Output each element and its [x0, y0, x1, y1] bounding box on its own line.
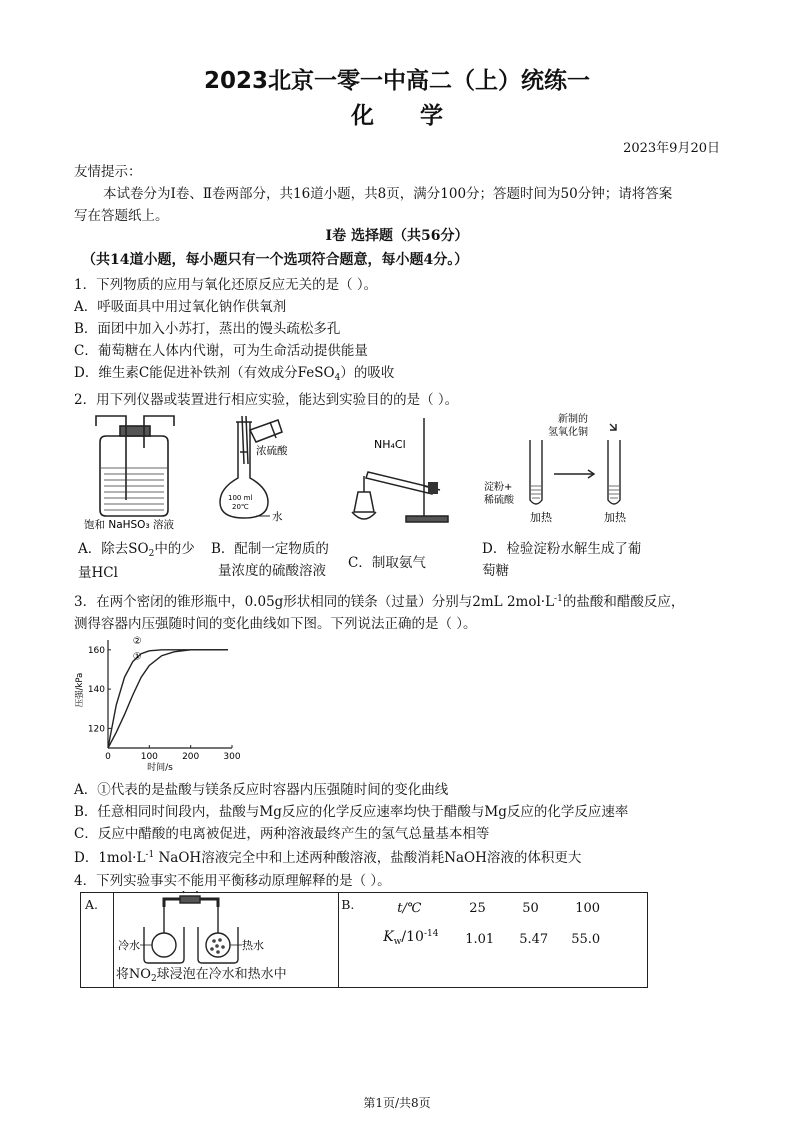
- q4-stem-pre: 4．下列实验事实: [74, 873, 178, 889]
- q2-figure-d-top-label-2: 氢氧化铜: [548, 427, 588, 438]
- q4-cell-a-content: [113, 893, 338, 988]
- q3-stem-sup: -1: [554, 594, 563, 604]
- q4-options-table: [80, 892, 648, 988]
- q3-chart-series-label-1: ①: [132, 651, 142, 663]
- q4-cell-b-label: B.: [341, 897, 355, 912]
- q2-figure-d-heat-1: 加热: [530, 511, 552, 524]
- q1-option-a: A．呼吸面具中用过氧化钠作供氧剂: [74, 299, 287, 315]
- q3-option-d-sup: -1: [145, 850, 155, 860]
- q3-chart-series-label-2: ②: [132, 636, 142, 647]
- q2-option-d-line2: 萄糖: [482, 563, 509, 579]
- q4-row1-val-1: 25: [469, 901, 486, 916]
- q2-figure-a-label: 饱和 NaHSO₃ 溶液: [84, 519, 174, 530]
- q3-option-a: A．①代表的是盐酸与镁条反应时容器内压强随时间的变化曲线: [74, 782, 449, 798]
- q2-option-a-sub: 2: [148, 549, 155, 559]
- q1-option-d-post: ）的吸收: [340, 365, 395, 381]
- q4-cold-water-label: 冷水: [117, 939, 140, 952]
- q3-chart-ylabel: 压强/kPa: [75, 672, 85, 708]
- q4-stem-emphasis: 不能: [177, 873, 205, 889]
- q3-chart-xtick-label-2: 200: [182, 752, 200, 762]
- q4-cell-a-label-col: [81, 893, 114, 988]
- q3-chart-xtick-label-3: 300: [223, 752, 241, 762]
- page-footer: 第1页/共8页: [363, 1096, 431, 1110]
- q4-cell-a-caption: [116, 963, 287, 984]
- q2-stem: 2．用下列仪器或装置进行相应实验，能达到实验目的的是（ ）。: [74, 392, 459, 408]
- q3-chart-series-line-2: [108, 650, 228, 748]
- q2-option-c: C．制取氨气: [348, 555, 426, 571]
- q2-figure-b-flask-cap-2: 20℃: [232, 503, 249, 511]
- q3-stem-part-d: 2mL 2mol·L: [472, 594, 555, 610]
- q3-option-d-formula: 1mol·L: [98, 850, 146, 866]
- q2-figure-b-flask-cap-1: 100 ml: [228, 494, 253, 502]
- q4-cell-b: [339, 893, 648, 988]
- q3-pressure-time-chart: [74, 632, 244, 772]
- q4-row2-head-pre: K: [383, 929, 394, 945]
- q2-option-d-line1: D．检验淀粉水解生成了葡: [482, 541, 642, 557]
- q4-row2-head-sub: w: [393, 937, 402, 947]
- q3-chart-ytick-label-0: 120: [87, 724, 105, 735]
- q3-option-b: B．任意相同时间段内，盐酸与Mg反应的化学反应速率均快于醋酸与Mg反应的化学反应速率: [74, 804, 629, 820]
- q2-figure-d-left-label-2: 稀硫酸: [484, 495, 514, 506]
- q1-option-d-formula: FeSO: [297, 365, 335, 381]
- q4-row2-head-sup: -14: [423, 929, 439, 939]
- q3-stem-line2: 测得容器内压强随时间的变化曲线如下图。下列说法正确的是（ ）。: [74, 616, 477, 632]
- q1-option-d-pre: D．维生素C能促进补铁剂（有效成分: [74, 365, 298, 381]
- q2-figure-b-water-label: 水: [272, 511, 283, 523]
- q4-cell-a-label: A.: [85, 897, 99, 912]
- q2-option-a-post: 中的少: [154, 541, 195, 557]
- q3-chart-series-line-1: [108, 650, 228, 748]
- q3-stem-line1: [74, 590, 684, 610]
- q2-figure-d-top-label-1: 新制的: [558, 414, 588, 425]
- q4-hot-water-label: 热水: [241, 939, 264, 952]
- q3-chart-ytick-label-1: 140: [87, 685, 105, 696]
- q4-row2-val-2: 5.47: [519, 932, 549, 947]
- q2-figure-a-gas-washing-bottle: [78, 412, 203, 530]
- q2-option-b-line1: B．配制一定物质的: [211, 541, 329, 557]
- q3-option-d-pre: D．: [74, 850, 99, 866]
- q3-stem-part-c: 形状相同的镁条（过量）分别与: [283, 594, 473, 610]
- q2-option-a-line2: 量HCl: [78, 565, 118, 581]
- section-heading: Ⅰ卷 选择题（共56分）: [325, 228, 469, 244]
- section-instruction: （共14道小题，每小题只有一个选项符合题意，每小题4分。）: [82, 252, 469, 268]
- q4-row2-val-3: 55.0: [571, 932, 601, 947]
- q3-chart-xlabel: 时间/s: [147, 763, 173, 772]
- q4-cell-a-caption-post: 球浸泡在冷水和热水中: [156, 967, 287, 982]
- notice-line-2: 写在答题纸上。: [74, 208, 169, 224]
- q3-stem-part-e: 的盐酸和醋酸反应，: [562, 594, 685, 610]
- q1-option-d-sub: 4: [334, 373, 341, 383]
- q3-chart-xtick-label-0: 0: [105, 752, 111, 762]
- q2-figure-c-label: NH₄Cl: [374, 438, 406, 451]
- q2-option-a-line1: [78, 537, 195, 559]
- q2-figure-d-test-tubes: [480, 410, 630, 526]
- q2-figure-c-ammonia-setup: [340, 412, 465, 530]
- notice-label: 友情提示：: [74, 164, 142, 180]
- subject-title: 化学: [351, 103, 489, 129]
- q1-stem: 1．下列物质的应用与氧化还原反应无关的是（ ）。: [74, 277, 378, 293]
- q3-stem-part-a: 3．在两个密闭的锥形瓶中，: [74, 594, 245, 610]
- q3-chart-ytick-label-2: 160: [87, 645, 105, 656]
- q3-stem-part-b: 0.05g: [244, 594, 284, 610]
- q3-option-d-post: NaOH溶液完全中和上述两种酸溶液，盐酸消耗NaOH溶液的体积更大: [154, 850, 582, 866]
- q2-option-a-pre: A．除去SO: [78, 541, 149, 557]
- q4-cell-a-caption-sub: 2: [150, 974, 157, 984]
- exam-title: 2023北京一零一中高二（上）统练一: [203, 68, 590, 94]
- q4-row1-val-2: 50: [522, 901, 539, 916]
- q1-option-c: C．葡萄糖在人体内代谢，可为生命活动提供能量: [74, 343, 368, 359]
- q2-option-b-line2: 量浓度的硫酸溶液: [218, 563, 326, 579]
- q4-cell-a-caption-pre: 将NO: [115, 967, 151, 982]
- q3-option-d: [74, 846, 581, 866]
- q1-option-b: B．面团中加入小苏打，蒸出的馒头疏松多孔: [74, 321, 341, 337]
- notice-line-1: 本试卷分为Ⅰ卷、Ⅱ卷两部分，共16道小题，共8页，满分100分；答题时间为50分钟；请将答案: [103, 186, 673, 202]
- q4-row2-val-1: 1.01: [465, 932, 495, 947]
- q4-row1-val-3: 100: [575, 901, 601, 916]
- q1-option-d: [74, 361, 394, 383]
- q2-figure-b-acid-label: 浓硫酸: [256, 445, 288, 457]
- exam-date: 2023年9月20日: [623, 141, 720, 156]
- q3-chart-xtick-label-1: 100: [140, 752, 158, 762]
- q3-option-c: C．反应中醋酸的电离被促进，两种溶液最终产生的氢气总量基本相等: [74, 826, 490, 842]
- q2-figure-d-left-label-1: 淀粉+: [484, 482, 513, 493]
- q2-figure-b-volumetric-flask: [212, 412, 302, 530]
- q4-row2-head: [383, 929, 438, 947]
- q4-row1-head: t/℃: [397, 901, 422, 916]
- q2-figure-d-heat-2: 加热: [604, 511, 626, 524]
- q4-stem-post: 用平衡移动原理解释的是（ ）。: [204, 873, 391, 889]
- q4-row2-head-post: /10: [401, 929, 424, 945]
